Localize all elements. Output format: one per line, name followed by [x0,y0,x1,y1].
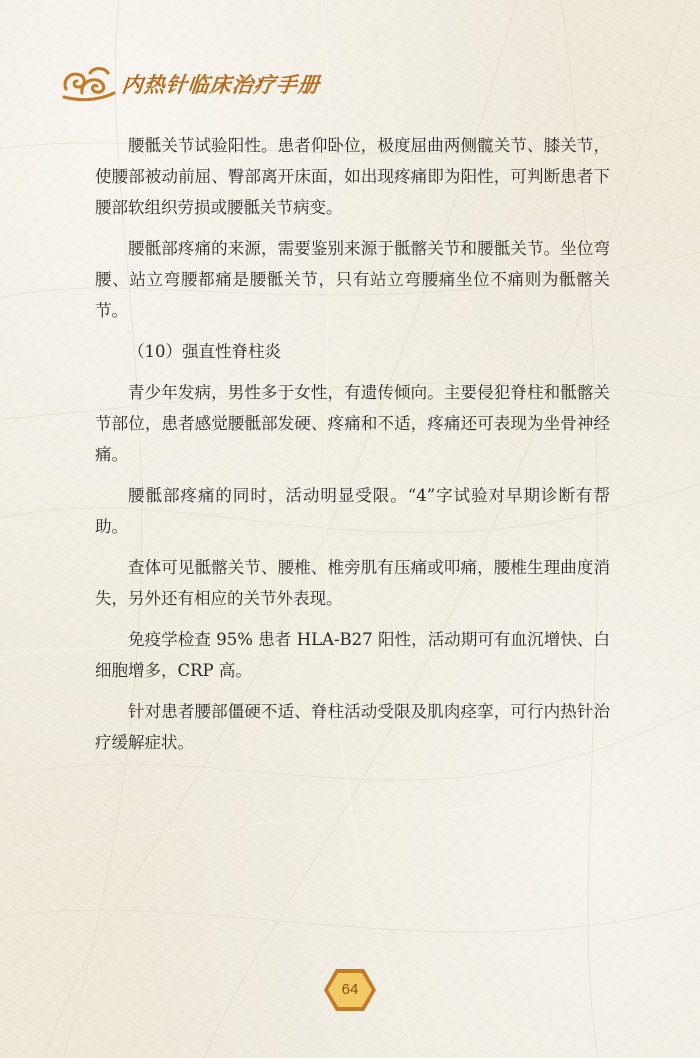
paragraph: 腰骶关节试验阳性。患者仰卧位，极度屈曲两侧髋关节、膝关节，使腰部被动前屈、臀部离开床面，如出现疼痛即为阳性，可判断患者下腰部软组织劳损或腰骶关节病变。 [95,136,610,217]
book-title: 内热针临床治疗手册 [120,72,322,97]
paragraph: 腰骶部疼痛的来源，需要鉴别来源于骶髂关节和腰骶关节。坐位弯腰、站立弯腰都痛是腰骶关节，只有站立弯腰痛坐位不痛则为骶髂关节。 [95,239,610,320]
page-number: 64 [341,981,359,998]
main-text [95,130,610,768]
paragraph: 针对患者腰部僵硬不适、脊柱活动受限及肌肉痉挛，可行内热针治疗缓解症状。 [95,702,610,752]
page-number-badge [322,966,378,1014]
paragraph: 腰骶部疼痛的同时，活动明显受限。“4”字试验对早期诊断有帮助。 [95,486,610,536]
paragraph: 查体可见骶髂关节、腰椎、椎旁肌有压痛或叩痛，腰椎生理曲度消失，另外还有相应的关节外表现。 [95,558,610,608]
page-header [60,62,320,106]
section-heading: （10）强直性脊柱炎 [128,342,281,361]
paragraph: 免疫学检查 95% 患者 HLA-B27 阳性，活动期可有血沉增快、白细胞增多，CRP 高。 [95,630,610,680]
cloud-scroll-icon [60,63,118,105]
paragraph: 青少年发病，男性多于女性，有遗传倾向。主要侵犯脊柱和骶髂关节部位，患者感觉腰骶部发硬、疼痛和不适，疼痛还可表现为坐骨神经痛。 [95,383,610,464]
